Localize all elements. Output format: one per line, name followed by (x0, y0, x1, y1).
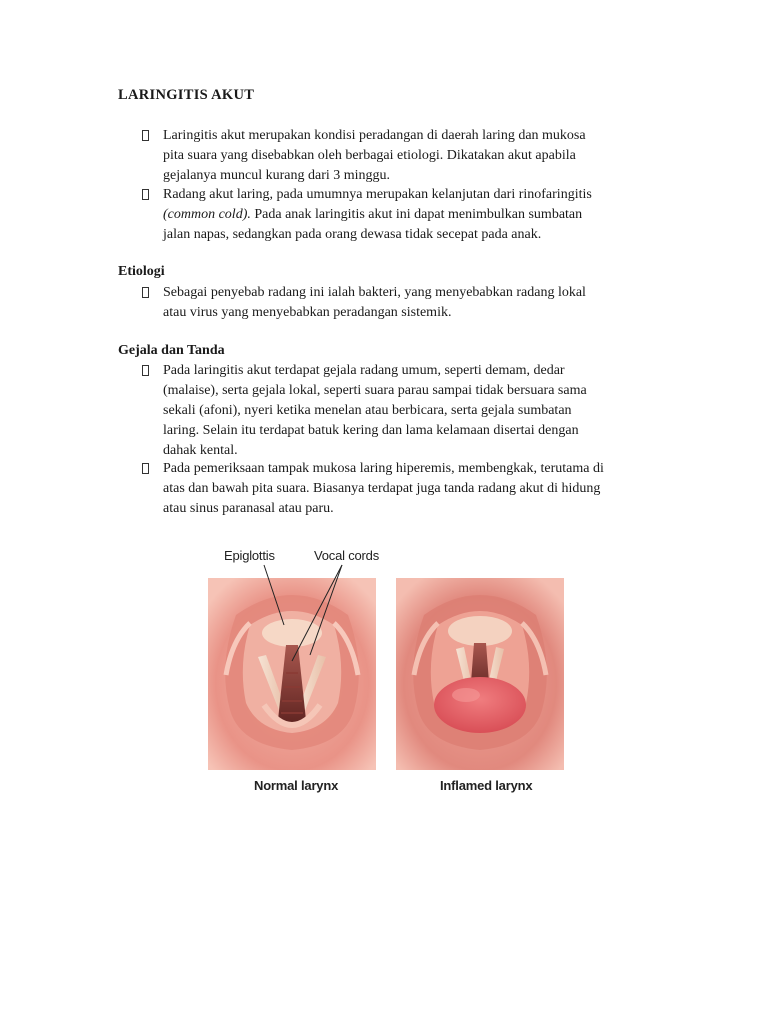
label-epiglottis: Epiglottis (224, 548, 275, 563)
normal-larynx-panel (208, 565, 376, 770)
list-item-line (163, 205, 668, 225)
larynx-figure (206, 545, 578, 805)
bullet-icon (141, 461, 150, 474)
list-item-line: laring. Selain itu terdapat batuk kering dan lama kelamaan disertai dengan (163, 423, 579, 438)
list-item-line: gejalanya muncul kurang dari 3 minggu. (163, 168, 391, 183)
italic-term: (common cold). (163, 207, 251, 222)
inflamed-larynx-panel (396, 578, 564, 770)
list-item-line: pita suara yang disebabkan oleh berbagai etiologi. Dikatakan akut apabila (163, 148, 576, 163)
larynx-illustration (206, 545, 578, 805)
list-item-line: atau sinus paranasal atau paru. (163, 501, 334, 516)
list-item-text: Pada anak laringitis akut ini dapat menimbulkan sumbatan (250, 207, 583, 222)
list-item-line: Sebagai penyebab radang ini ialah bakteri, yang menyebabkan radang lokal (163, 285, 586, 300)
list-item-line: atas dan bawah pita suara. Biasanya terdapat juga tanda radang akut di hidung (163, 481, 601, 496)
list-item-line: jalan napas, sedangkan pada orang dewasa tidak secepat pada anak. (163, 227, 542, 242)
list-item-line: Pada laringitis akut terdapat gejala radang umum, seperti demam, dedar (163, 363, 565, 378)
list-item-line: sekali (afoni), nyeri ketika menelan atau berbicara, serta gejala sumbatan (163, 403, 572, 418)
section-heading-etiologi: Etiologi (118, 264, 165, 279)
bullet-icon (141, 128, 150, 141)
caption-normal-larynx: Normal larynx (254, 778, 339, 793)
caption-inflamed-larynx: Inflamed larynx (440, 778, 533, 793)
list-item-line: Pada pemeriksaan tampak mukosa laring hiperemis, membengkak, terutama di (163, 461, 604, 476)
list-item-line: atau virus yang menyebabkan peradangan sistemik. (163, 305, 452, 320)
list-item-line: dahak kental. (163, 443, 238, 458)
bullet-icon (141, 363, 150, 376)
section-heading-gejala: Gejala dan Tanda (118, 343, 225, 358)
list-item-line: (malaise), serta gejala lokal, seperti suara parau sampai tidak bersuara sama (163, 383, 587, 398)
bullet-icon (141, 285, 150, 298)
list-item-line: Radang akut laring, pada umumnya merupakan kelanjutan dari rinofaringitis (163, 187, 592, 202)
page-title: LARINGITIS AKUT (118, 87, 255, 103)
label-vocal-cords: Vocal cords (314, 548, 380, 563)
bullet-icon (141, 187, 150, 200)
list-item-line: Laringitis akut merupakan kondisi peradangan di daerah laring dan mukosa (163, 128, 586, 143)
